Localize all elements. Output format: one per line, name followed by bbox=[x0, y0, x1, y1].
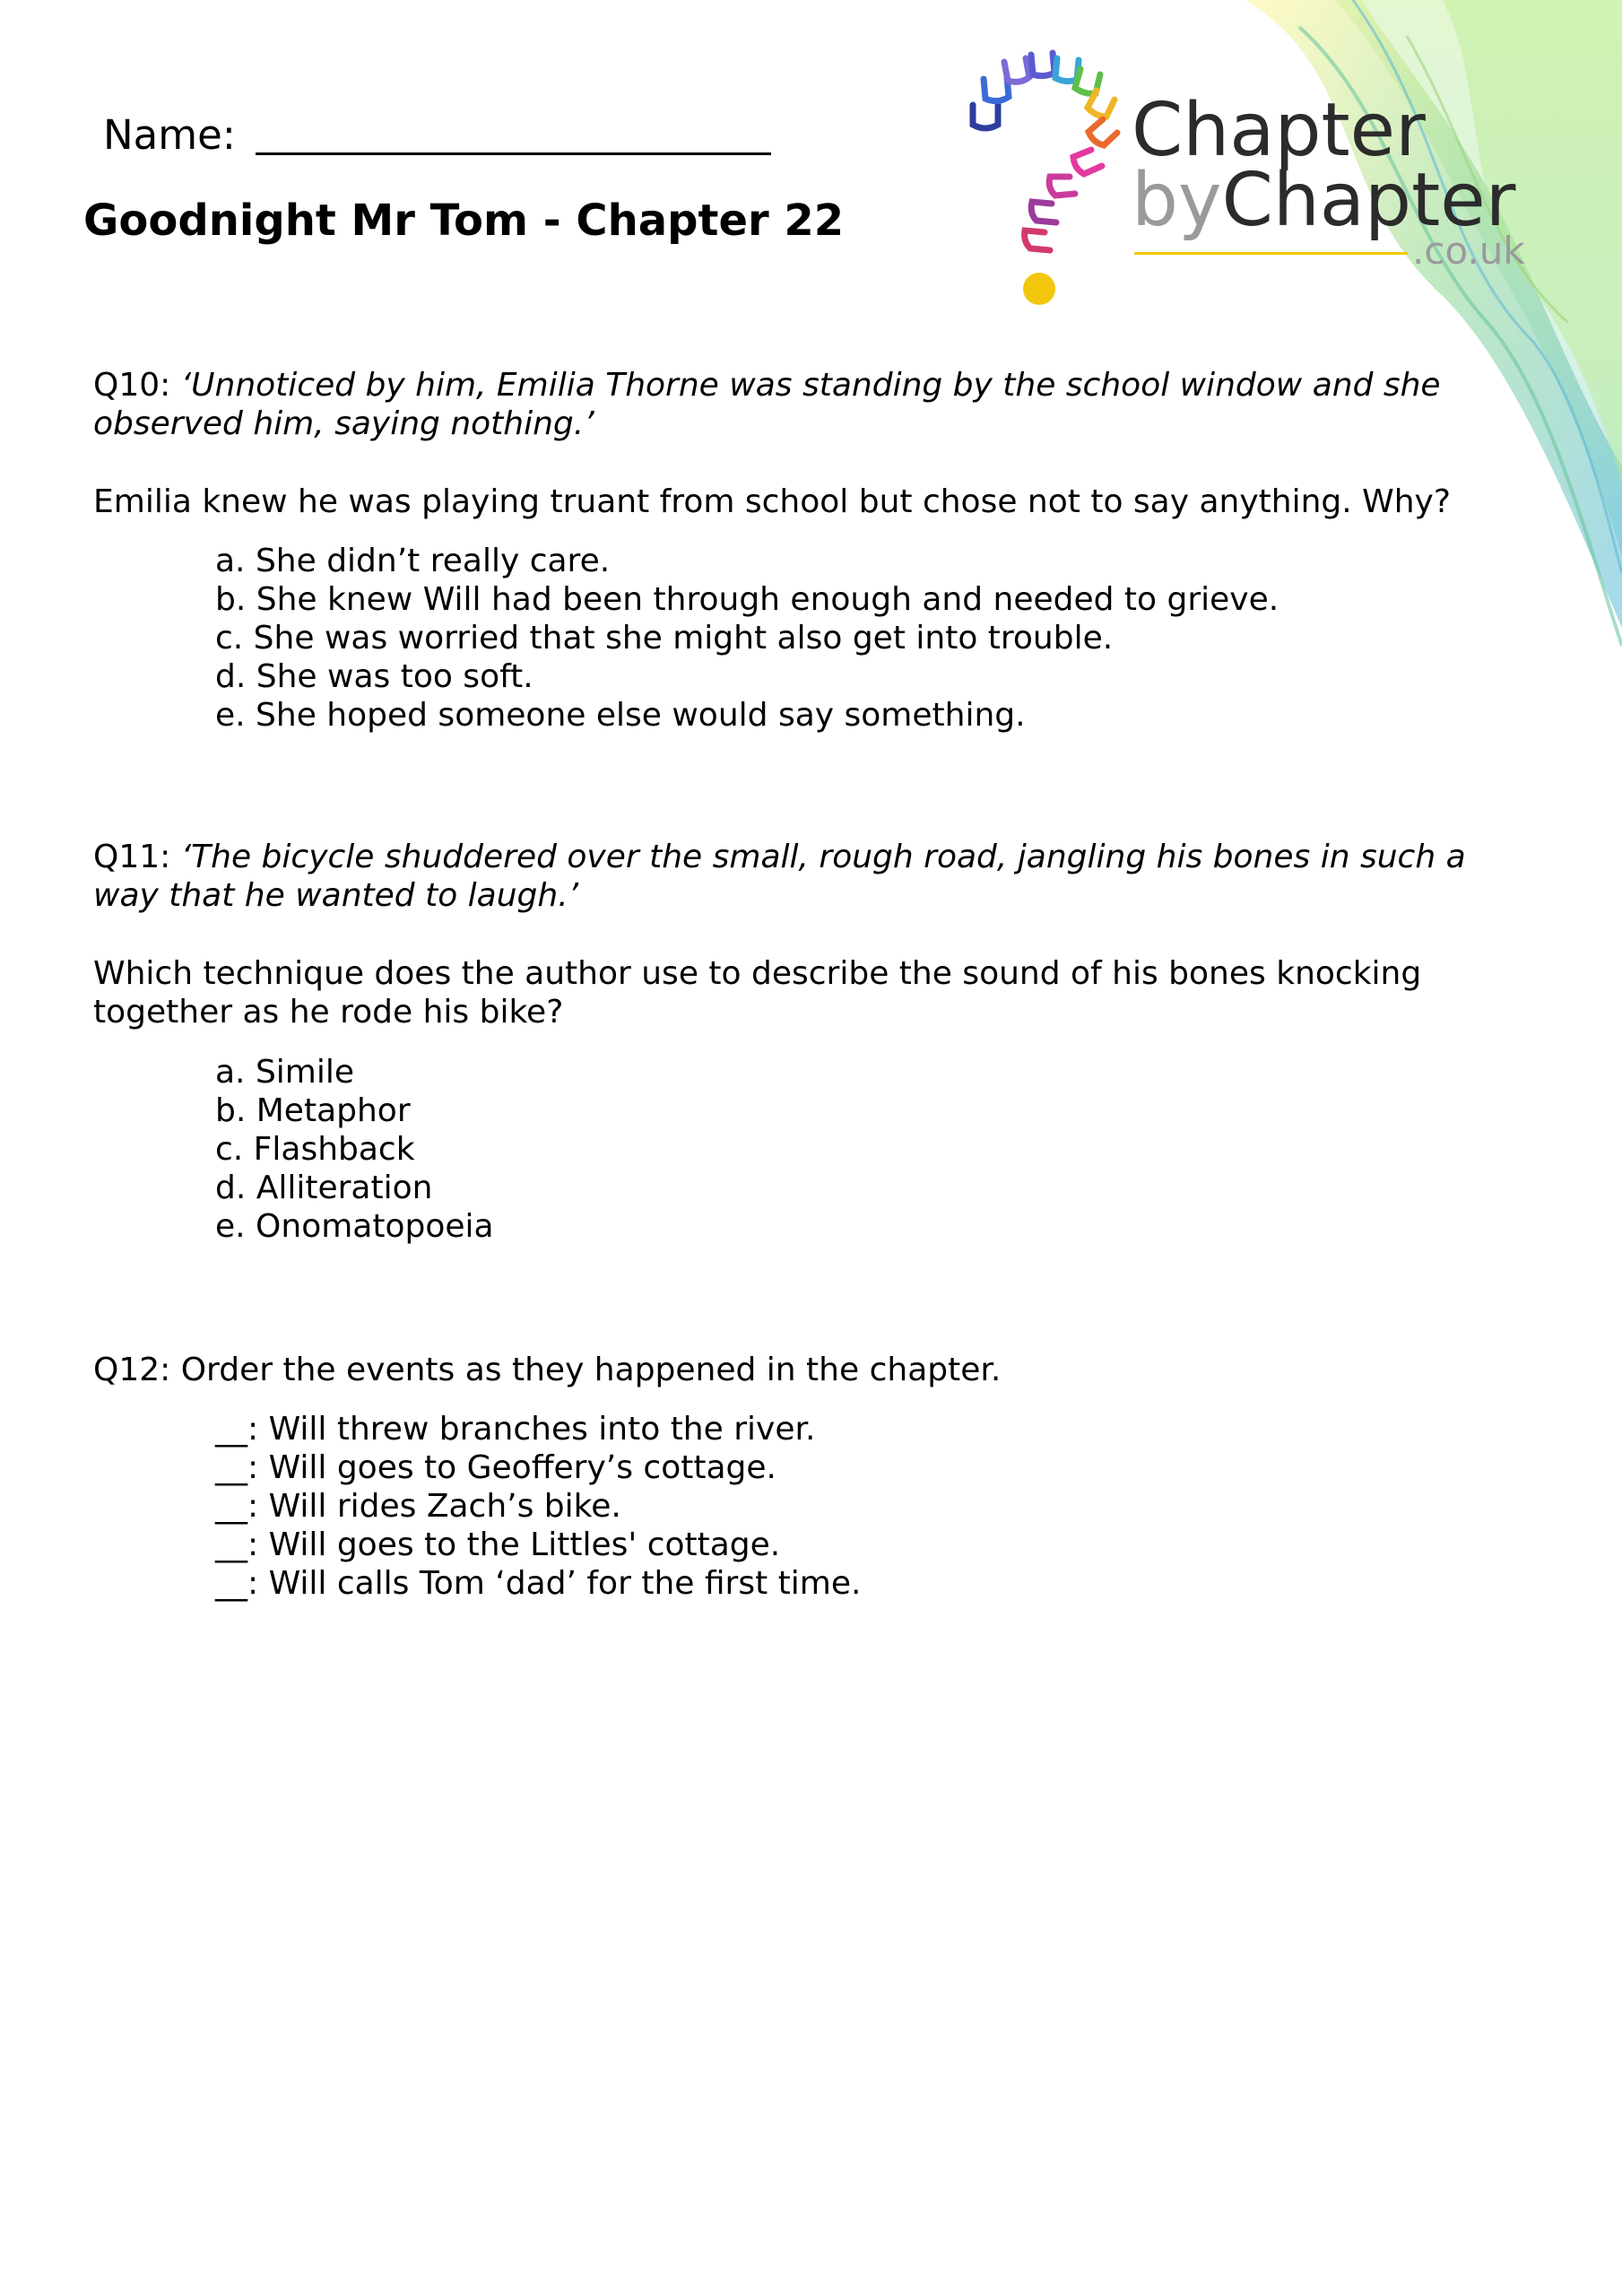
page-title: Goodnight Mr Tom - Chapter 22 bbox=[83, 196, 845, 246]
list-item: a. Simile bbox=[215, 1054, 355, 1091]
name-field bbox=[103, 111, 771, 159]
logo-domain: .co.uk bbox=[1412, 229, 1525, 273]
question-12 bbox=[93, 1351, 1528, 1389]
question-10-quote-line bbox=[93, 366, 1528, 443]
logo-underline bbox=[1134, 252, 1408, 255]
list-item: a. She didn’t really care. bbox=[215, 543, 611, 579]
question-12-label: Q12: bbox=[93, 1352, 181, 1388]
list-item: e. Onomatopoeia bbox=[215, 1208, 494, 1245]
list-item: c. She was worried that she might also get into trouble. bbox=[215, 620, 1114, 657]
list-item: __: Will rides Zach’s bike. bbox=[215, 1488, 621, 1525]
question-11-quote-line bbox=[93, 838, 1528, 915]
question-11-prompt: Which technique does the author use to describe the sound of his bones knocking together as he rode his bike? bbox=[93, 955, 1422, 1031]
chapter-by-chapter-logo bbox=[964, 49, 1538, 318]
logo-text-by: by bbox=[1132, 158, 1222, 243]
question-10 bbox=[93, 366, 1528, 443]
question-10-quote: ‘Unnoticed by him, Emilia Thorne was standing by the school window and she observed him, saying nothing.’ bbox=[93, 367, 1441, 442]
list-item: e. She hoped someone else would say something. bbox=[215, 697, 1026, 734]
question-11 bbox=[93, 838, 1528, 915]
question-12-line bbox=[93, 1351, 1528, 1389]
list-item: c. Flashback bbox=[215, 1131, 415, 1168]
logo-text-chapter-2: Chapter bbox=[1221, 158, 1516, 243]
question-11-options bbox=[215, 1053, 494, 1246]
question-10-label: Q10: bbox=[93, 367, 181, 404]
list-item: d. She was too soft. bbox=[215, 658, 533, 695]
list-item: b. She knew Will had been through enough and needed to grieve. bbox=[215, 581, 1279, 618]
name-blank-line[interactable] bbox=[256, 117, 771, 155]
list-item: __: Will goes to Geoffery’s cottage. bbox=[215, 1449, 776, 1486]
logo-text-by-chapter bbox=[1132, 158, 1516, 243]
list-item: __: Will goes to the Littles' cottage. bbox=[215, 1526, 781, 1563]
list-item: d. Alliteration bbox=[215, 1170, 433, 1206]
name-label: Name: bbox=[103, 111, 236, 159]
question-dot-icon bbox=[1023, 273, 1055, 305]
logo-text-chapter: Chapter bbox=[1132, 88, 1426, 173]
book-question-mark-icon bbox=[964, 49, 1134, 309]
question-10-options bbox=[215, 542, 1279, 735]
question-12-prompt: Order the events as they happened in the chapter. bbox=[180, 1352, 1002, 1388]
question-12-options bbox=[215, 1410, 861, 1603]
list-item: __: Will threw branches into the river. bbox=[215, 1411, 816, 1448]
question-11-quote: ‘The bicycle shuddered over the small, rough road, jangling his bones in such a way that he wanted to laugh.’ bbox=[93, 839, 1466, 914]
question-10-prompt: Emilia knew he was playing truant from school but chose not to say anything. Why? bbox=[93, 483, 1451, 520]
question-11-label: Q11: bbox=[93, 839, 181, 875]
list-item: __: Will calls Tom ‘dad’ for the first time. bbox=[215, 1565, 862, 1602]
list-item: b. Metaphor bbox=[215, 1092, 411, 1129]
